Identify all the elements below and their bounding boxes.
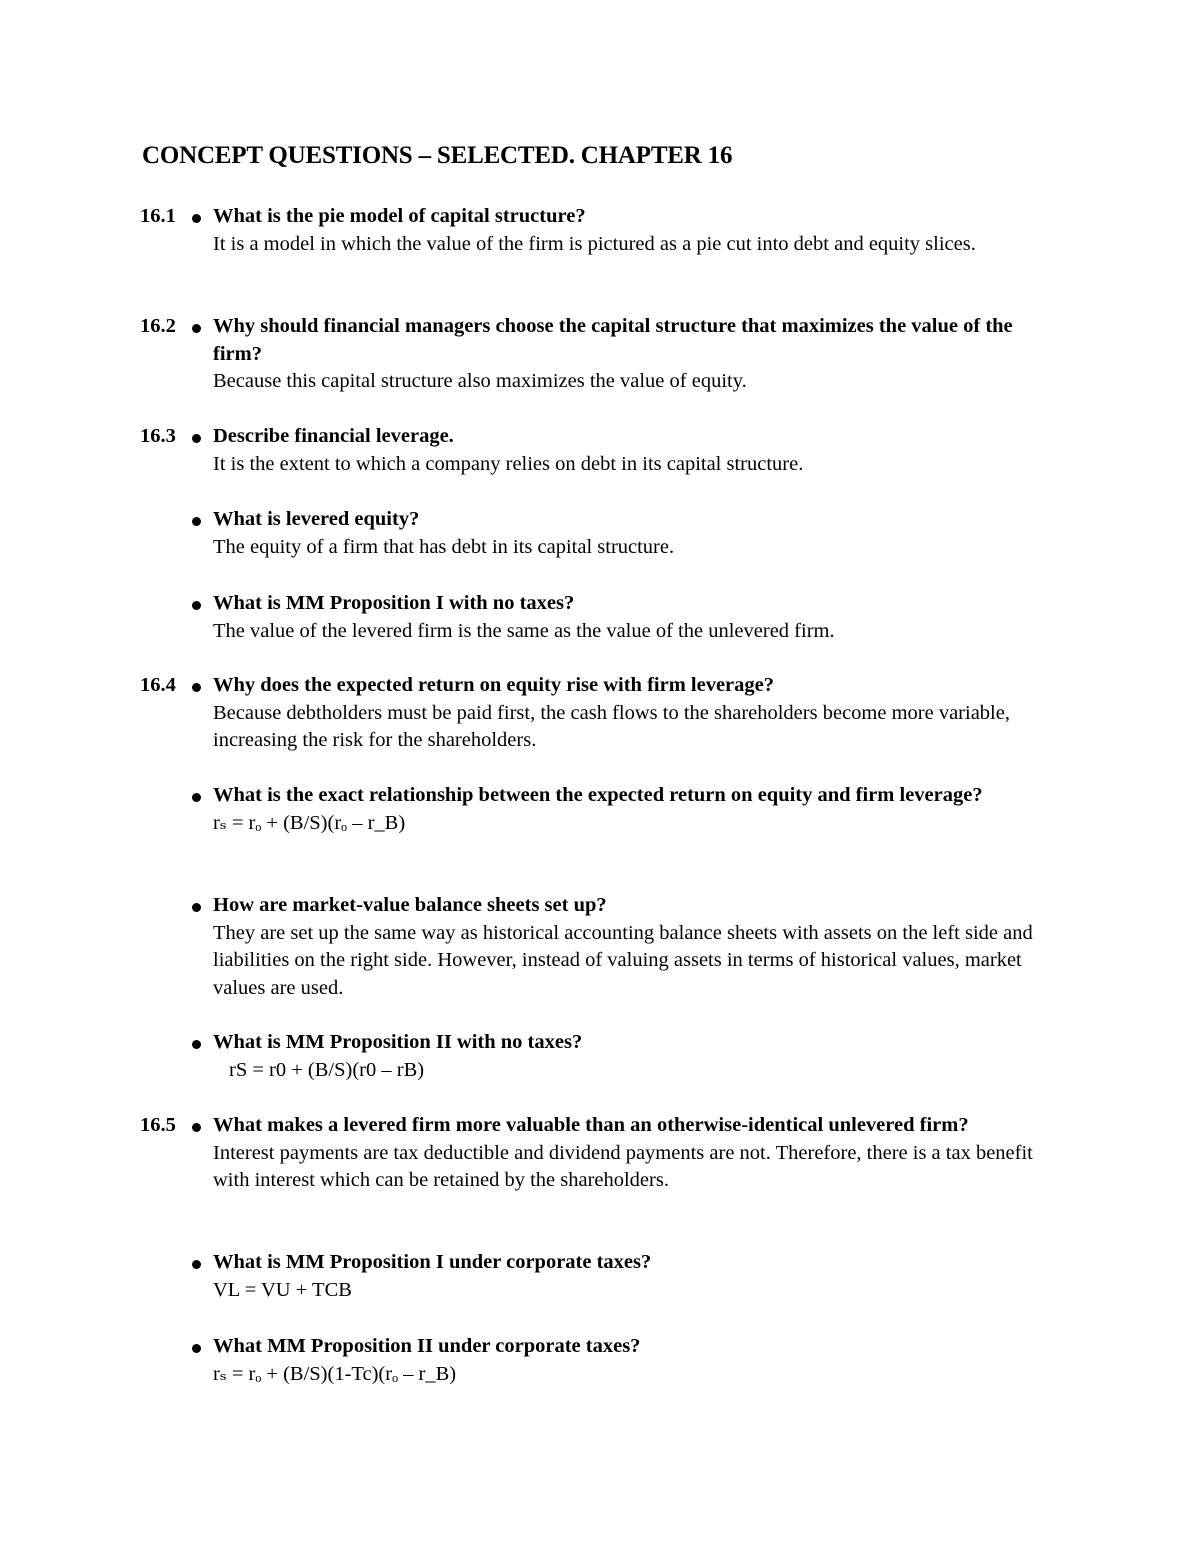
answer-text: They are set up the same way as historical accounting balance sheets with assets on the left side and liabilities on the right side. However, instead of valuing assets in terms of historical values, market values are used. <box>213 921 1033 999</box>
qa-item-16-2 <box>140 313 1070 396</box>
question-text: What is the pie model of capital structure? <box>213 205 586 227</box>
answer-text: Because debtholders must be paid first, the cash flows to the shareholders become more variable, increasing the risk for the shareholders. <box>213 701 1010 751</box>
item-number: 16.3 <box>140 425 176 447</box>
answer-text: The value of the levered firm is the same as the value of the unlevered firm. <box>213 619 835 642</box>
qa-item-levered-equity <box>140 506 1070 561</box>
question-text: What is MM Proposition II with no taxes? <box>213 1031 583 1053</box>
answer-formula: VL = VU + TCB <box>213 1278 352 1301</box>
qa-item-mm1-corporate-taxes <box>140 1249 1070 1304</box>
question-text: What makes a levered firm more valuable than an otherwise-identical unlevered firm? <box>213 1114 969 1136</box>
qa-item-mm1-no-taxes <box>140 590 1070 645</box>
question-text: What is MM Proposition I under corporate taxes? <box>213 1251 652 1273</box>
question-text: What is MM Proposition I with no taxes? <box>213 592 575 614</box>
question-text: What is levered equity? <box>213 508 420 530</box>
bullet-icon <box>192 903 201 912</box>
item-number: 16.2 <box>140 315 176 337</box>
item-number: 16.1 <box>140 205 176 227</box>
qa-item-balance-sheets <box>140 892 1070 1002</box>
bullet-icon <box>192 1040 201 1049</box>
question-text: Why does the expected return on equity rise with firm leverage? <box>213 674 774 696</box>
bullet-icon <box>192 683 201 692</box>
qa-item-exact-relationship <box>140 782 1070 837</box>
answer-formula: rₛ = rₒ + (B/S)(1-Tc)(rₒ – r_B) <box>213 1362 457 1385</box>
qa-item-16-5 <box>140 1112 1070 1195</box>
question-text: Describe financial leverage. <box>213 425 454 447</box>
qa-item-16-1 <box>140 203 1070 258</box>
bullet-icon <box>192 601 201 610</box>
answer-text: It is a model in which the value of the firm is pictured as a pie cut into debt and equity slices. <box>213 232 976 255</box>
answer-text: Interest payments are tax deductible and dividend payments are not. Therefore, there is a tax benefit with interest which can be retained by the shareholders. <box>213 1141 1033 1191</box>
bullet-icon <box>192 1123 201 1132</box>
bullet-icon <box>192 1260 201 1269</box>
bullet-icon <box>192 793 201 802</box>
item-number: 16.5 <box>140 1114 176 1136</box>
qa-item-mm2-no-taxes <box>140 1029 1070 1084</box>
qa-item-16-3 <box>140 423 1070 478</box>
bullet-icon <box>192 214 201 223</box>
bullet-icon <box>192 1344 201 1353</box>
item-number: 16.4 <box>140 674 176 696</box>
answer-text: Because this capital structure also maximizes the value of equity. <box>213 370 747 392</box>
bullet-icon <box>192 324 201 333</box>
question-text: What MM Proposition II under corporate taxes? <box>213 1335 641 1357</box>
answer-text: It is the extent to which a company relies on debt in its capital structure. <box>213 452 804 475</box>
answer-text: The equity of a firm that has debt in its capital structure. <box>213 535 675 558</box>
question-text: How are market-value balance sheets set up? <box>213 894 607 916</box>
page-title: CONCEPT QUESTIONS – SELECTED. CHAPTER 16 <box>142 142 733 169</box>
answer-formula: rS = r0 + (B/S)(r0 – rB) <box>229 1058 425 1081</box>
answer-formula: rₛ = rₒ + (B/S)(rₒ – r_B) <box>213 811 406 834</box>
question-text: Why should financial managers choose the capital structure that maximizes the value of the firm? <box>213 315 1013 365</box>
bullet-icon <box>192 517 201 526</box>
bullet-icon <box>192 434 201 443</box>
qa-item-mm2-corporate-taxes <box>140 1333 1070 1388</box>
question-text: What is the exact relationship between the expected return on equity and firm leverage? <box>213 784 983 806</box>
qa-item-16-4 <box>140 672 1070 755</box>
